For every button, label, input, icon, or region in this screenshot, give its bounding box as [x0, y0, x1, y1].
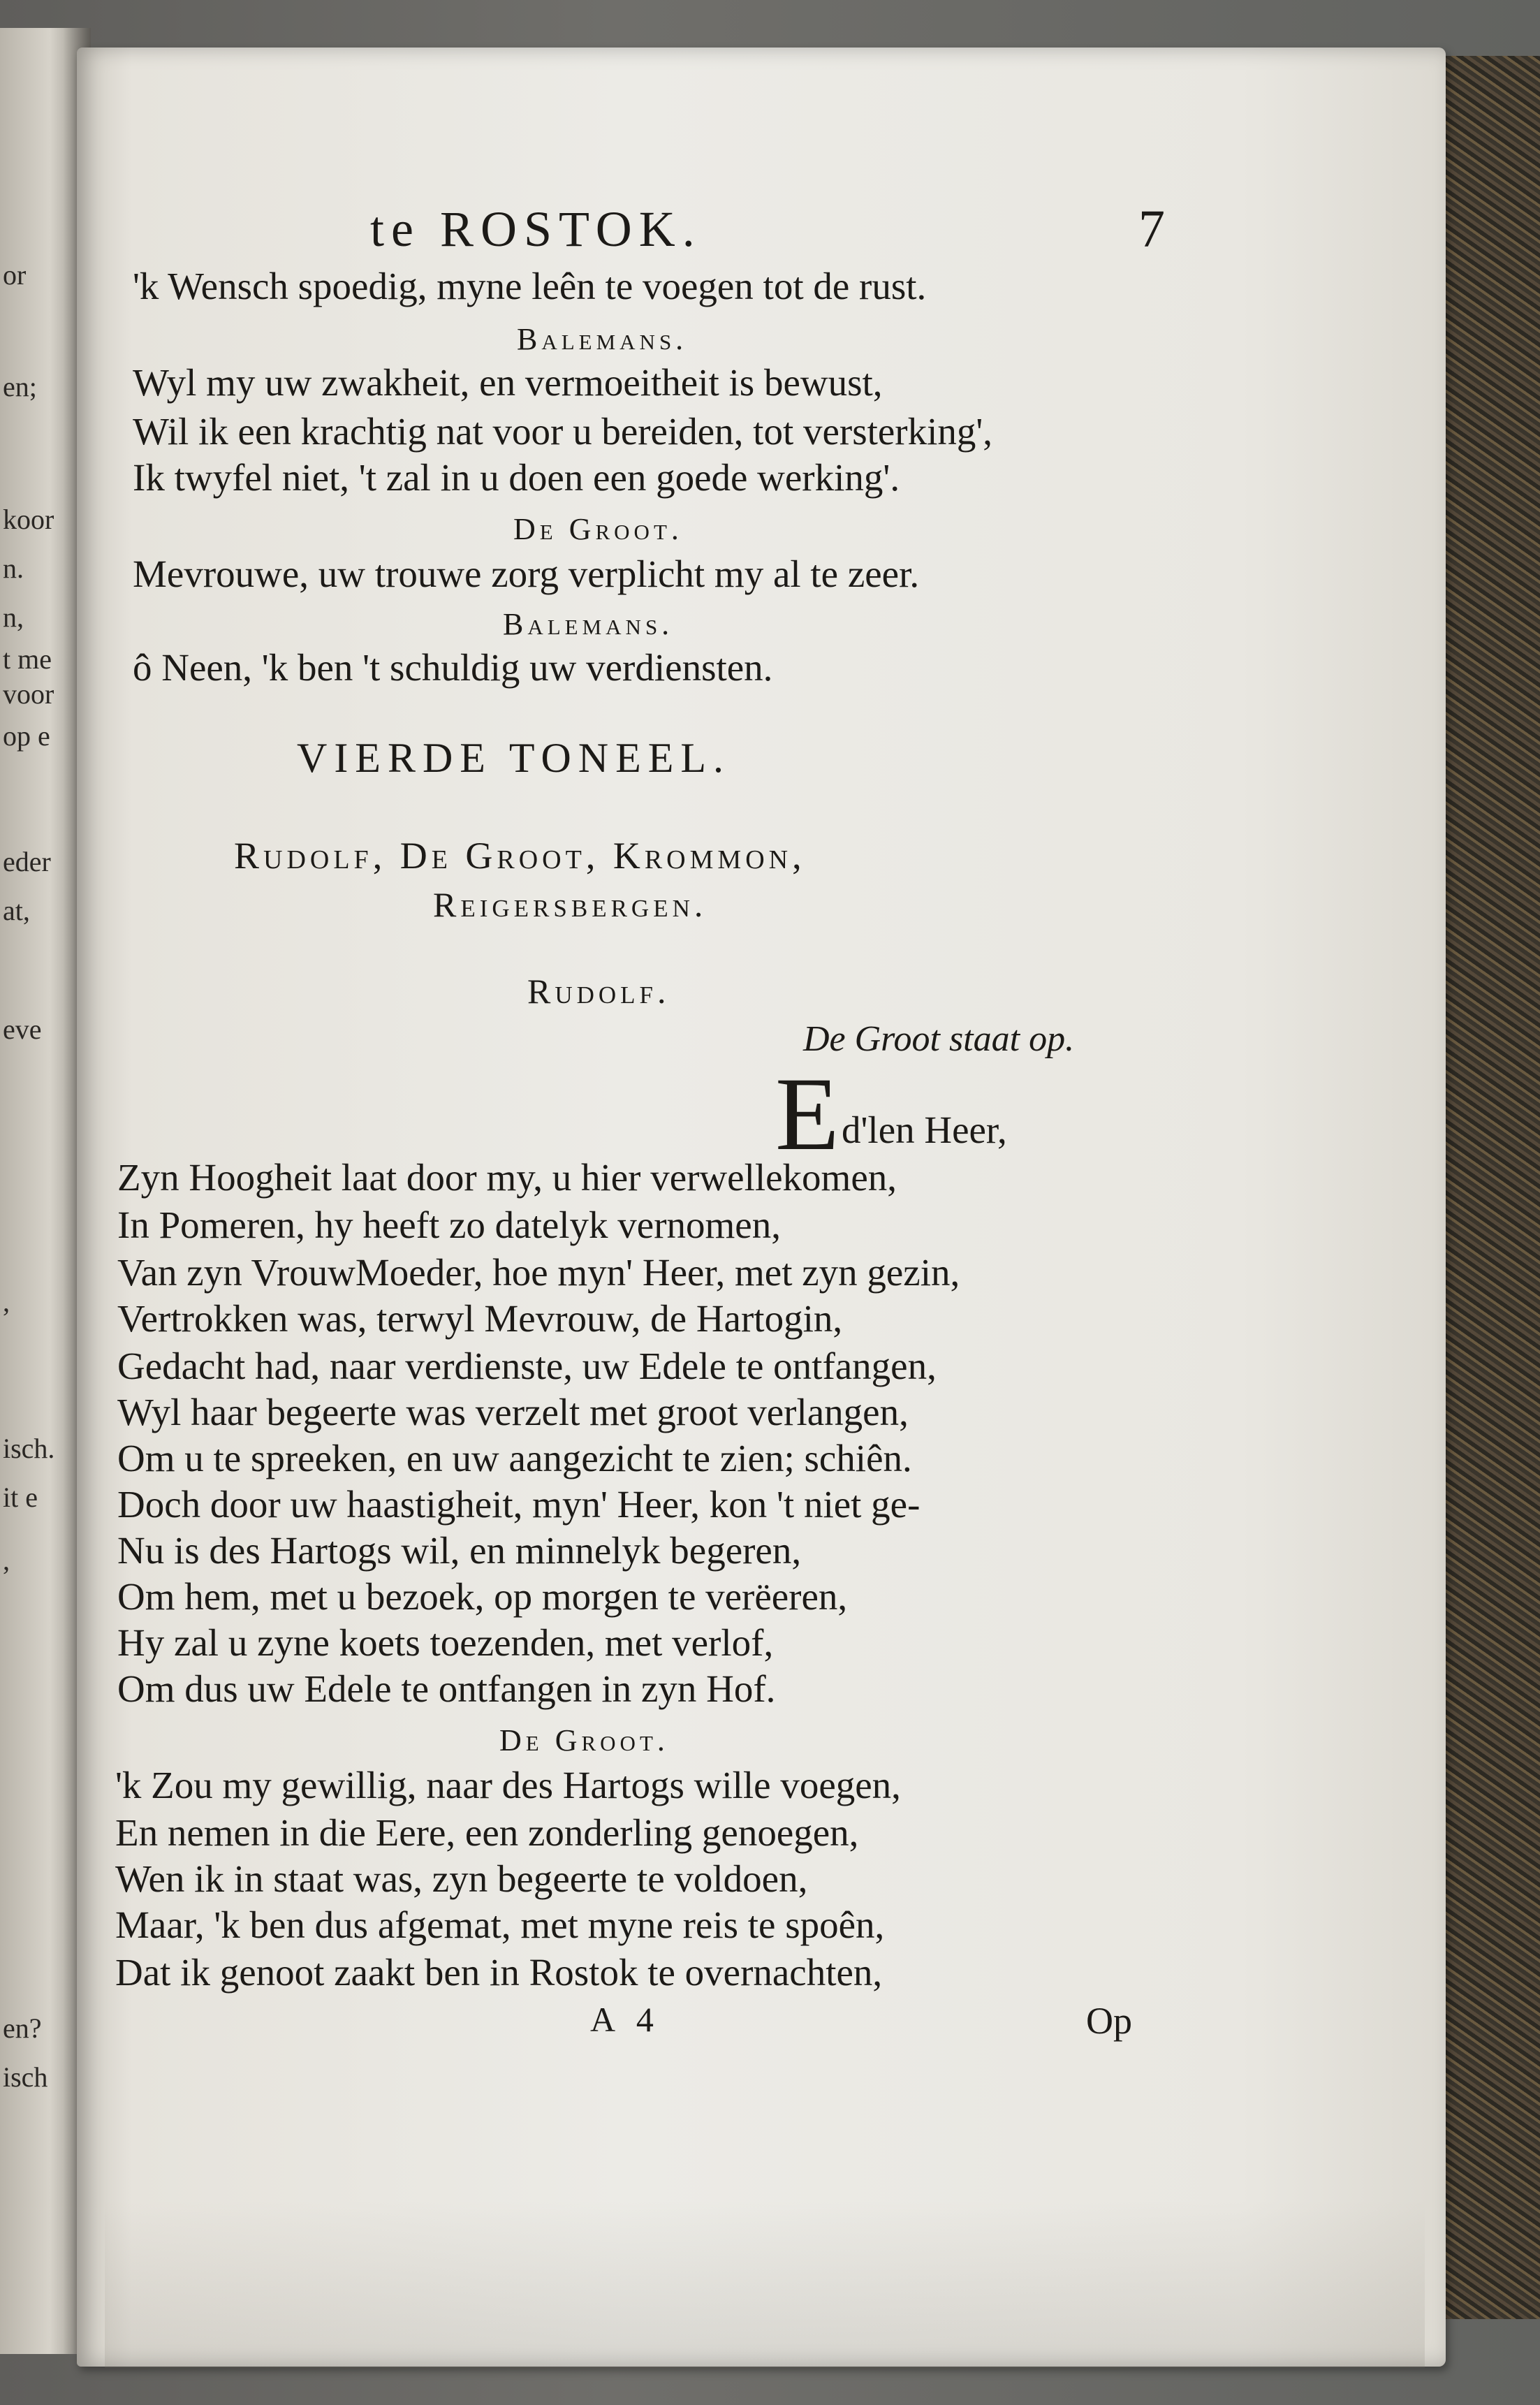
verse-line: Gedacht had, naar verdienste, uw Edele te ontfangen, [117, 1345, 937, 1387]
verse-line: Wen ik in staat was, zyn begeerte te voldoen, [115, 1857, 808, 1900]
left-page-fragment: eve [3, 1014, 42, 1045]
speaker-name: Balemans. [503, 607, 674, 641]
page-bottom-shading [105, 2200, 1425, 2368]
left-page-fragment: it e [3, 1482, 38, 1513]
left-page-fragment: or [3, 259, 27, 291]
left-page-fragment: en? [3, 2012, 42, 2044]
verse-line: Vertrokken was, terwyl Mevrouw, de Hartogin, [117, 1297, 843, 1340]
verse-line: Van zyn VrouwMoeder, hoe myn' Heer, met zyn gezin, [117, 1251, 960, 1294]
stage-direction: De Groot staat op. [803, 1019, 1075, 1059]
verse-line: Om dus uw Edele te ontfangen in zyn Hof. [117, 1667, 776, 1710]
catchword: Op [1086, 2000, 1132, 2042]
speaker-name: Balemans. [517, 322, 688, 356]
cast-list: Rudolf, De Groot, Krommon, [234, 835, 806, 877]
verse-line: Dat ik genoot zaakt ben in Rostok te overnachten, [115, 1951, 883, 1994]
left-page-fragment: eder [3, 846, 51, 877]
verse-line: ô Neen, 'k ben 't schuldig uw verdiensten. [133, 646, 773, 689]
left-page-fragment: en; [3, 371, 37, 402]
verse-line: Hy zal u zyne koets toezenden, met verlof, [117, 1621, 774, 1664]
left-page-fragment: isch. [3, 1433, 55, 1464]
verse-line: Om u te spreeken, en uw aangezicht te zien; schiên. [117, 1437, 912, 1479]
left-page-fragment: n, [3, 601, 24, 633]
left-page-fragment: t me [3, 643, 52, 675]
left-page-fragment: koor [3, 504, 54, 535]
left-page-fragment: isch [3, 2061, 48, 2093]
left-page-fragment: voor [3, 678, 54, 710]
verse-line: In Pomeren, hy heeft zo datelyk vernomen, [117, 1204, 781, 1246]
verse-line: Om hem, met u bezoek, op morgen te verëeren, [117, 1575, 848, 1618]
verse-line: Zyn Hoogheit laat door my, u hier verwellekomen, [117, 1156, 897, 1199]
signature-mark: A 4 [590, 2000, 661, 2039]
verse-line: Doch door uw haastigheit, myn' Heer, kon 't niet ge- [117, 1483, 921, 1526]
verse-line: Wyl my uw zwakheit, en vermoeitheit is bewust, [133, 361, 883, 404]
running-head: te ROSTOK. [370, 201, 702, 257]
page-number: 7 [1138, 200, 1165, 258]
verse-line: Nu is des Hartogs wil, en minnelyk begeren, [117, 1529, 802, 1572]
verse-line: Ik twyfel niet, 't zal in u doen een goede werking'. [133, 456, 900, 499]
left-page-fragment: , [3, 1544, 10, 1576]
verse-line: 'k Zou my gewillig, naar des Hartogs wille voegen, [115, 1764, 901, 1806]
speaker-name: De Groot. [499, 1723, 669, 1757]
verse-line: d'len Heer, [842, 1109, 1007, 1151]
speaker-name: Rudolf. [527, 972, 670, 1011]
verse-line: En nemen in die Eere, een zonderling genoegen, [115, 1811, 859, 1854]
verse-line: Wil ik een krachtig nat voor u bereiden, tot versterking', [133, 410, 993, 453]
verse-line: Maar, 'k ben dus afgemat, met myne reis te spoên, [115, 1903, 885, 1946]
drop-cap: E [775, 1056, 839, 1172]
verse-line: Mevrouwe, uw trouwe zorg verplicht my al te zeer. [133, 553, 920, 595]
left-page-fragment: at, [3, 895, 30, 926]
left-page-fragment: n. [3, 553, 24, 584]
speaker-name: De Groot. [513, 512, 683, 546]
left-page-fragment: , [3, 1286, 10, 1317]
verse-line: 'k Wensch spoedig, myne leên te voegen tot de rust. [133, 265, 927, 307]
cast-list: Reigersbergen. [433, 885, 707, 924]
verse-line: Wyl haar begeerte was verzelt met groot verlangen, [117, 1391, 909, 1433]
left-page-fragment: op e [3, 720, 50, 752]
scene-title: VIERDE TONEEL. [297, 735, 731, 781]
